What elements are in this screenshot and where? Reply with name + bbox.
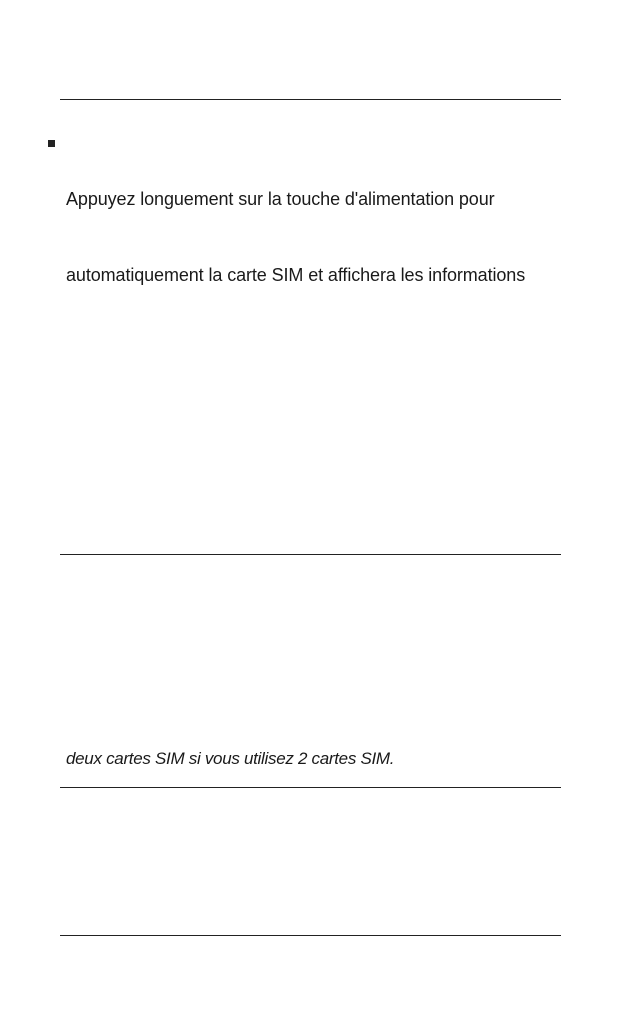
paragraph-line-1: Appuyez longuement sur la touche d'alimentation pour xyxy=(66,189,495,209)
bottom-divider xyxy=(60,935,561,936)
paragraph-line-2: automatiquement la carte SIM et affichera les informations xyxy=(66,265,526,285)
note-top-divider xyxy=(60,554,561,555)
note-bottom-divider xyxy=(60,787,561,788)
note-text: deux cartes SIM si vous utilisez 2 cartes SIM. xyxy=(66,749,395,768)
top-divider xyxy=(60,99,561,100)
bullet-square-icon xyxy=(48,140,55,147)
